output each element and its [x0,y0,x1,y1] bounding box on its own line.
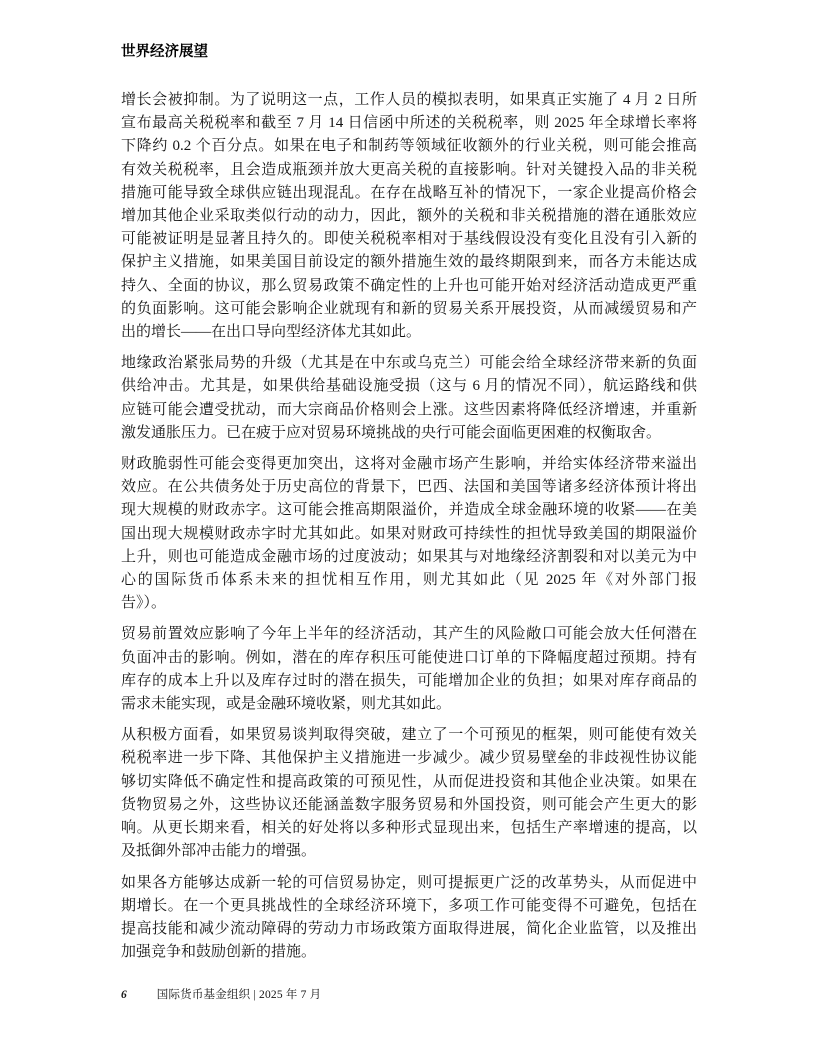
text-line: 保护主义措施，如果美国目前设定的额外措施生效的最终期限到来，而各方未能达成 [121,254,697,271]
page-number: 6 [121,989,127,1001]
text-line: 增加其他企业采取类似行动的动力，因此，额外的关税和非关税措施的潜在通胀效应 [121,208,697,225]
text-line: 地缘政治紧张局势的升级（尤其是在中东或乌克兰）可能会给全球经济带来新的负面 [121,355,697,372]
text-line: 贸易前置效应影响了今年上半年的经济活动，其产生的风险敞口可能会放大任何潜在 [121,626,697,643]
paragraph [121,872,697,965]
text-line: 激发通胀压力。已在疲于应对贸易环境挑战的央行可能会面临更困难的权衡取舍。 [121,424,662,441]
paragraph [121,89,697,344]
text-line: 下降约 0.2 个百分点。如果在电子和制药等领域征收额外的行业关税，则可能会推高 [121,138,697,155]
text-line: 告》）。 [121,595,167,612]
text-line: 宣布最高关税税率和截至 7 月 14 日信函中所述的关税税率，则 2025 年全球增长率将 [121,115,697,132]
text-line: 的负面影响。这可能会影响企业就现有和新的贸易关系开展投资，从而减缓贸易和产 [121,300,697,317]
text-line: 应链可能会遭受扰动，而大宗商品价格则会上涨。这些因素将降低经济增速，并重新 [121,401,697,418]
text-line: 上升，则也可能造成金融市场的过度波动；如果其与对地缘经济割裂和对以美元为中 [121,548,697,565]
text-line: 库存的成本上升以及库存过时的潜在损失，可能增加企业的负担；如果对库存商品的 [121,672,697,689]
text-line: 出的增长——在出口导向型经济体尤其如此。 [121,324,422,341]
body-text [121,89,697,972]
text-line: 财政脆弱性可能会变得更加突出，这将对金融市场产生影响，并给实体经济带来溢出 [121,456,697,473]
text-line: 持久、全面的协议，那么贸易政策不确定性的上升也可能开始对经济活动造成更严重 [121,277,697,294]
running-header: 世界经济展望 [121,44,208,60]
paragraph [121,724,697,863]
paragraph [121,453,697,615]
text-line: 增长会被抑制。为了说明这一点，工作人员的模拟表明，如果真正实施了 4 月 2 日所 [121,92,697,108]
text-line: 国出现大规模财政赤字时尤其如此。如果对财政可持续性的担忧导致美国的期限溢价 [121,525,697,542]
text-line: 心的国际货币体系未来的担忧相互作用，则尤其如此（见 2025 年《对外部门报 [121,572,697,589]
text-line: 从积极方面看，如果贸易谈判取得突破，建立了一个可预见的框架，则可能使有效关 [121,727,697,744]
text-line: 有效关税税率，且会造成瓶颈并放大更高关税的直接影响。针对关键投入品的非关税 [121,161,697,178]
paragraph [121,352,697,445]
text-line: 负面冲击的影响。例如，潜在的库存积压可能使进口订单的下降幅度超过预期。持有 [121,649,697,666]
text-line: 效应。在公共债务处于历史高位的背景下，巴西、法国和美国等诸多经济体预计将出 [121,479,697,496]
page-footer [121,986,697,1002]
paragraph [121,623,697,716]
text-line: 税税率进一步下降、其他保护主义措施进一步减少。减少贸易壁垒的非歧视性协议能 [121,750,697,767]
text-line: 响。从更长期来看，相关的好处将以多种形式显现出来，包括生产率增速的提高，以 [121,820,697,837]
text-line: 够切实降低不确定性和提高政策的可预见性，从而促进投资和其他企业决策。如果在 [121,773,697,790]
text-line: 供给冲击。尤其是，如果供给基础设施受损（这与 6 月的情况不同），航运路线和供 [121,378,697,395]
text-line: 提高技能和减少流动障碍的劳动力市场政策方面取得进展，简化企业监管，以及推出 [121,920,697,937]
text-line: 期增长。在一个更具挑战性的全球经济环境下，多项工作可能变得不可避免，包括在 [121,897,697,914]
text-line: 货物贸易之外，这些协议还能涵盖数字服务贸易和外国投资，则可能会产生更大的影 [121,796,697,813]
text-line: 及抵御外部冲击能力的增强。 [121,843,317,860]
text-line: 措施可能导致全球供应链出现混乱。在存在战略互补的情况下，一家企业提高价格会 [121,184,697,201]
text-line: 如果各方能够达成新一轮的可信贸易协定，则可提振更广泛的改革势头，从而促进中 [121,874,697,891]
text-line: 现大规模的财政赤字。这可能会推高期限溢价，并造成全球金融环境的收紧——在美 [121,502,697,519]
text-line: 加强竞争和鼓励创新的措施。 [121,944,317,961]
text-line: 可能被证明是显著且持久的。即使关税税率相对于基线假设没有变化且没有引入新的 [121,231,697,248]
footer-publisher: 国际货币基金组织 | 2025 年 7 月 [156,989,322,1001]
text-line: 需求未能实现，或是金融环境收紧，则尤其如此。 [121,696,452,713]
